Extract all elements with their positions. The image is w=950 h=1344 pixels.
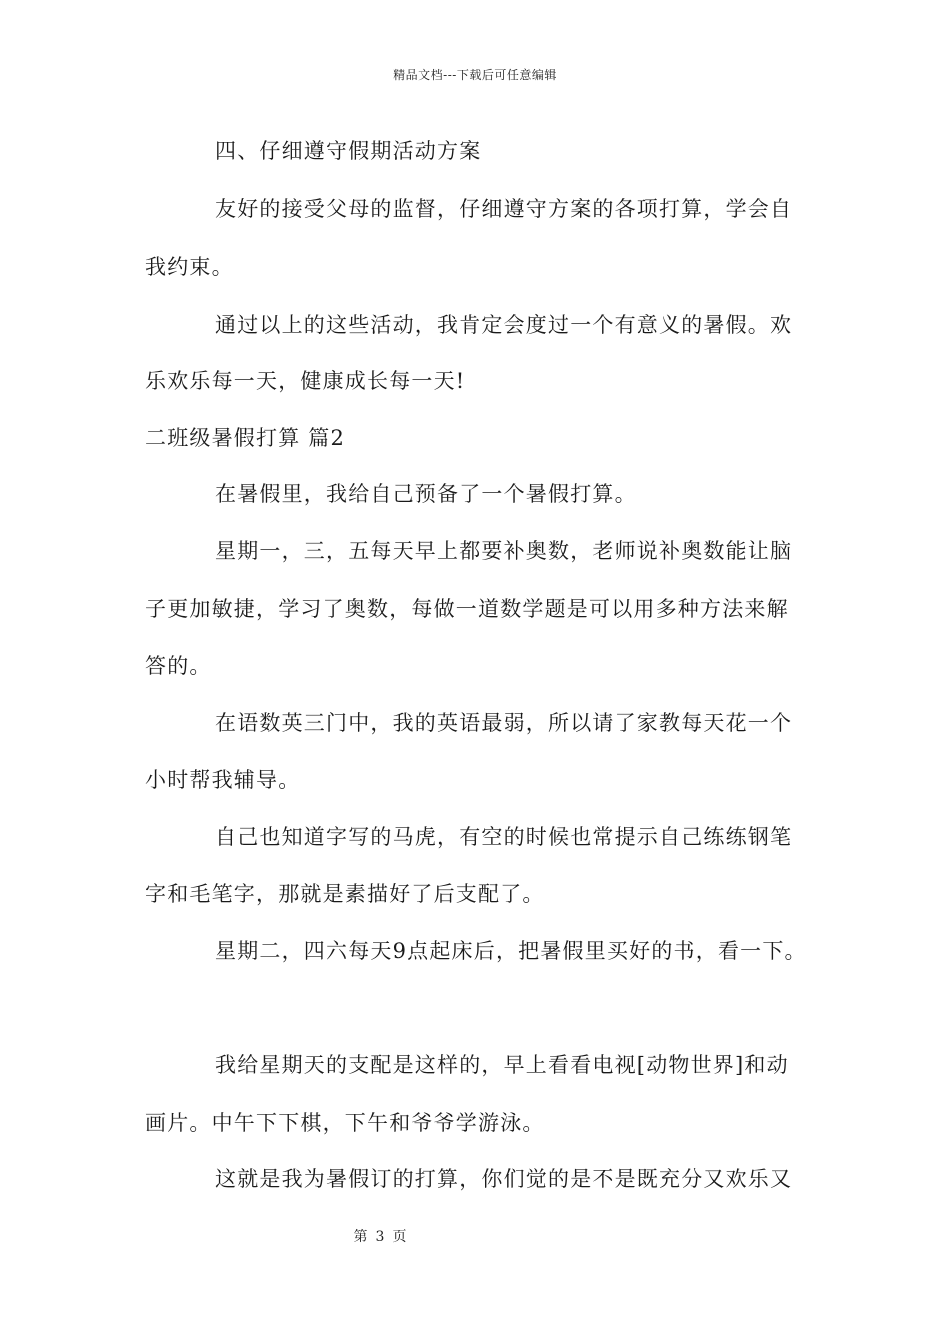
paragraph-line: 自己也知道字写的马虎，有空的时候也常提示自己练练钢笔 <box>215 825 793 849</box>
page-footer <box>0 1226 760 1246</box>
paragraph-line: 答的。 <box>145 654 212 678</box>
paragraph-line: 在暑假里，我给自己预备了一个暑假打算。 <box>215 482 637 506</box>
article-title: 二班级暑假打算 篇2 <box>145 426 346 450</box>
page-suffix: 页 <box>392 1229 407 1245</box>
paragraph-line: 星期二，四六每天9点起床后，把暑假里买好的书，看一下。 <box>215 939 807 963</box>
page-number: 3 <box>375 1229 385 1245</box>
paragraph-line: 我约束。 <box>145 255 234 279</box>
paragraph-line: 星期一，三，五每天早上都要补奥数，老师说补奥数能让脑 <box>215 539 793 563</box>
section-heading: 四、仔细遵守假期活动方案 <box>215 139 482 163</box>
paragraph-line: 画片。中午下下棋，下午和爷爷学游泳。 <box>145 1111 545 1135</box>
paragraph-line: 这就是我为暑假订的打算，你们觉的是不是既充分又欢乐又 <box>215 1167 793 1191</box>
paragraph-line: 在语数英三门中，我的英语最弱，所以请了家教每天花一个 <box>215 711 793 735</box>
paragraph-line: 我给星期天的支配是这样的，早上看看电视[动物世界]和动 <box>215 1053 789 1077</box>
paragraph-line: 子更加敏捷，学习了奥数，每做一道数学题是可以用多种方法来解 <box>145 597 789 621</box>
paragraph-line: 乐欢乐每一天，健康成长每一天! <box>145 369 466 393</box>
paragraph-line: 通过以上的这些活动，我肯定会度过一个有意义的暑假。欢 <box>215 313 793 337</box>
paragraph-line: 友好的接受父母的监督，仔细遵守方案的各项打算，学会自 <box>215 197 793 221</box>
paragraph-line: 小时帮我辅导。 <box>145 768 301 792</box>
page-prefix: 第 <box>353 1229 368 1245</box>
page-header: 精品文档---下载后可任意编辑 <box>393 68 557 82</box>
paragraph-line: 字和毛笔字，那就是素描好了后支配了。 <box>145 882 545 906</box>
